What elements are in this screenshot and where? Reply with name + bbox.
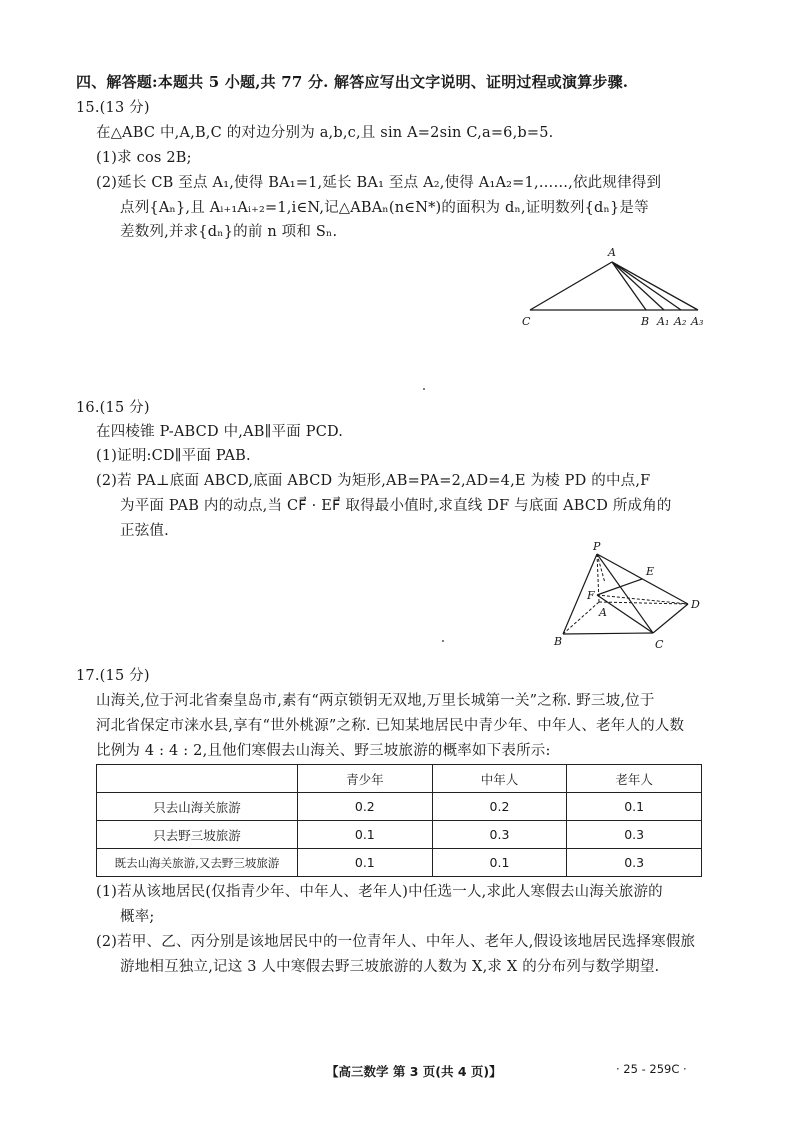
q16-label-F: F <box>587 589 595 602</box>
q16-part2-line3: 正弦值. <box>120 523 169 539</box>
q15-stem: 在△ABC 中,A,B,C 的对边分别为 a,b,c,且 sin A=2sin C,a=6,b=5. <box>96 125 554 141</box>
q15-label-A3: A₃ <box>691 315 704 328</box>
q15-side-AC <box>530 262 612 310</box>
q16-part2-line1: (2)若 PA⊥底面 ABCD,底面 ABCD 为矩形,AB=PA=2,AD=4,E 为棱 PD 的中点,F <box>96 473 651 489</box>
table-row <box>97 849 702 877</box>
table-row-label: 只去野三坡旅游 <box>97 821 298 849</box>
q15-seg-AA2 <box>612 262 681 310</box>
q15-side-AB <box>612 262 646 310</box>
table-cell: 0.2 <box>298 793 433 821</box>
q16-label-P: P <box>593 540 601 553</box>
section-heading: 四、解答题:本题共 5 小题,共 77 分. 解答应写出文字说明、证明过程或演算步骤. <box>76 73 629 91</box>
q15-part1: (1)求 cos 2B; <box>96 150 192 166</box>
q17-probability-table <box>96 764 702 877</box>
q15-part2-line1: (2)延长 CB 至点 A₁,使得 BA₁=1,延长 BA₁ 至点 A₂,使得 A₁A₂=1,……,依此规律得到 <box>96 175 662 191</box>
q16-label-C: C <box>655 638 664 651</box>
q16-number: 16.(15 分) <box>76 400 150 416</box>
table-cell: 0.3 <box>567 849 702 877</box>
table-header-row <box>97 765 702 793</box>
table-cell: 0.1 <box>298 821 433 849</box>
q16-label-E: E <box>646 565 655 578</box>
q16-pyramid-figure <box>545 538 715 656</box>
q17-stem-line1: 山海关,位于河北省秦皇岛市,素有“两京锁钥无双地,万里长城第一关”之称. 野三坡,位于 <box>96 693 655 709</box>
table-cell: 0.2 <box>432 793 567 821</box>
table-cell: 0.3 <box>432 821 567 849</box>
q17-part1-line1: (1)若从该地居民(仅指青少年、中年人、老年人)中任选一人,求此人寒假去山海关旅游的 <box>96 884 663 900</box>
q16-part2-line2: 为平面 PAB 内的动点,当 CF⃗ · EF⃗ 取得最小值时,求直线 DF 与底面 ABCD 所成角的 <box>120 498 672 514</box>
q16-label-B: B <box>554 635 563 648</box>
q15-label-A: A <box>608 246 616 259</box>
table-header-empty <box>97 765 298 793</box>
table-header-youth: 青少年 <box>298 765 433 793</box>
table-row <box>97 821 702 849</box>
q17-part2-line2: 游地相互独立,记这 3 人中寒假去野三坡旅游的人数为 X,求 X 的分布列与数学期望. <box>120 959 660 975</box>
q15-part2-line2: 点列{Aₙ},且 Aᵢ₊₁Aᵢ₊₂=1,i∈N,记△ABAₙ(n∈N*)的面积为 dₙ,证明数列{dₙ}是等 <box>120 200 649 216</box>
q16-edge-CD <box>653 604 688 633</box>
table-cell: 0.1 <box>567 793 702 821</box>
table-header-elderly: 老年人 <box>567 765 702 793</box>
q16-part1: (1)证明:CD∥平面 PAB. <box>96 448 251 464</box>
stray-dot-2 <box>442 640 444 642</box>
table-header-middle-aged: 中年人 <box>432 765 567 793</box>
page-footer: 【高三数学 第 3 页(共 4 页)】 <box>326 1064 502 1079</box>
q17-stem-line2: 河北省保定市涞水县,享有“世外桃源”之称. 已知某地居民中青少年、中年人、老年人的人数 <box>96 718 685 734</box>
q17-stem-line3: 比例为 4 : 4 : 2,且他们寒假去山海关、野三坡旅游的概率如下表所示: <box>96 743 551 759</box>
q15-triangle-figure <box>510 240 710 335</box>
q16-seg-EF <box>597 579 642 595</box>
q15-number: 15.(13 分) <box>76 100 150 116</box>
table-row-label: 只去山海关旅游 <box>97 793 298 821</box>
q15-part2-line3: 差数列,并求{dₙ}的前 n 项和 Sₙ. <box>120 224 338 240</box>
table-row <box>97 793 702 821</box>
stray-dot <box>423 388 425 390</box>
q16-stem: 在四棱锥 P-ABCD 中,AB∥平面 PCD. <box>96 424 344 440</box>
q16-edge-BC <box>563 633 653 634</box>
q16-edge-PC <box>597 554 653 633</box>
table-cell: 0.1 <box>298 849 433 877</box>
table-row-label: 既去山海关旅游,又去野三坡旅游 <box>97 849 298 877</box>
exam-code: · 25 - 259C · <box>616 1062 687 1076</box>
q16-label-A: A <box>599 606 607 619</box>
q17-part1-line2: 概率; <box>120 909 155 925</box>
q16-edge-AB <box>563 602 599 634</box>
q16-label-D: D <box>691 598 700 611</box>
q15-label-C: C <box>522 315 531 328</box>
q15-label-A1: A₁ <box>657 315 670 328</box>
q15-label-B: B <box>641 315 650 328</box>
table-cell: 0.3 <box>567 821 702 849</box>
q15-seg-AA3 <box>612 262 698 310</box>
table-cell: 0.1 <box>432 849 567 877</box>
q17-part2-line1: (2)若甲、乙、丙分别是该地居民中的一位青年人、中年人、老年人,假设该地居民选择寒假旅 <box>96 934 696 950</box>
q16-edge-PD <box>597 554 688 604</box>
q17-number: 17.(15 分) <box>76 668 150 684</box>
q15-label-A2: A₂ <box>674 315 687 328</box>
